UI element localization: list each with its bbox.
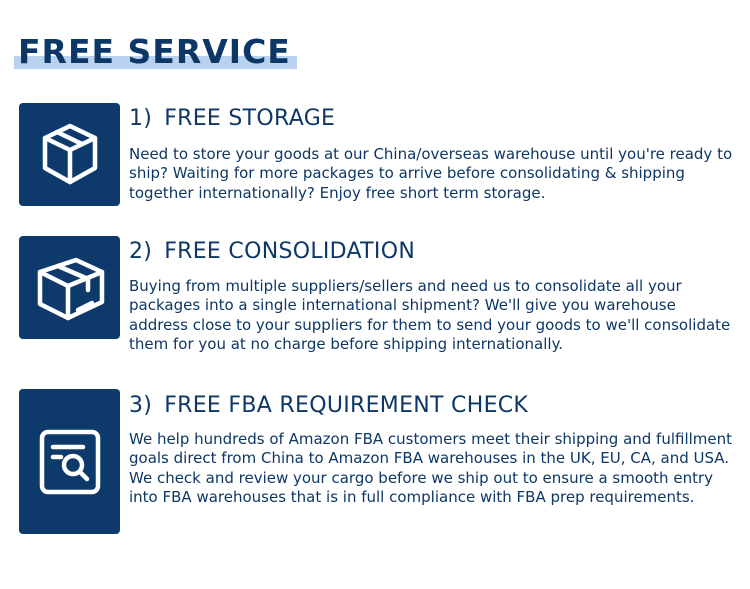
- cube-icon: [19, 103, 120, 206]
- package-box-icon: [19, 236, 120, 339]
- service-title-text: FREE STORAGE: [164, 106, 336, 131]
- document-search-icon: [19, 389, 120, 534]
- service-description: Buying from multiple suppliers/sellers and need us to consolidate all your packages into a single international shipment? We'll give you warehouse address close to your suppliers for them to send your goods to we'll consolidate them for you at no charge before shipping internationally.: [129, 277, 731, 353]
- service-number: 1): [129, 106, 153, 131]
- service-title: [129, 239, 415, 264]
- service-number: 3): [129, 393, 153, 418]
- service-title: [129, 393, 528, 418]
- page-heading: [18, 32, 291, 72]
- service-description: We help hundreds of Amazon FBA customers meet their shipping and fulfillment goals direct from China to Amazon FBA warehouses in the UK, EU, CA, and USA. We check and review your cargo before we ship out to ensure a smooth entry into FBA warehouses that is in full compliance with FBA prep requirements.: [129, 430, 733, 506]
- service-description: Need to store your goods at our China/overseas warehouse until you're ready to ship? Waiting for more packages to arrive before consolidating & shipping together internationally? Enjoy free short term storage.: [129, 145, 733, 202]
- service-title: [129, 106, 335, 131]
- service-title-text: FREE FBA REQUIREMENT CHECK: [164, 393, 529, 418]
- page-title: FREE SERVICE: [18, 32, 291, 71]
- service-title-text: FREE CONSOLIDATION: [164, 239, 416, 264]
- service-number: 2): [129, 239, 153, 264]
